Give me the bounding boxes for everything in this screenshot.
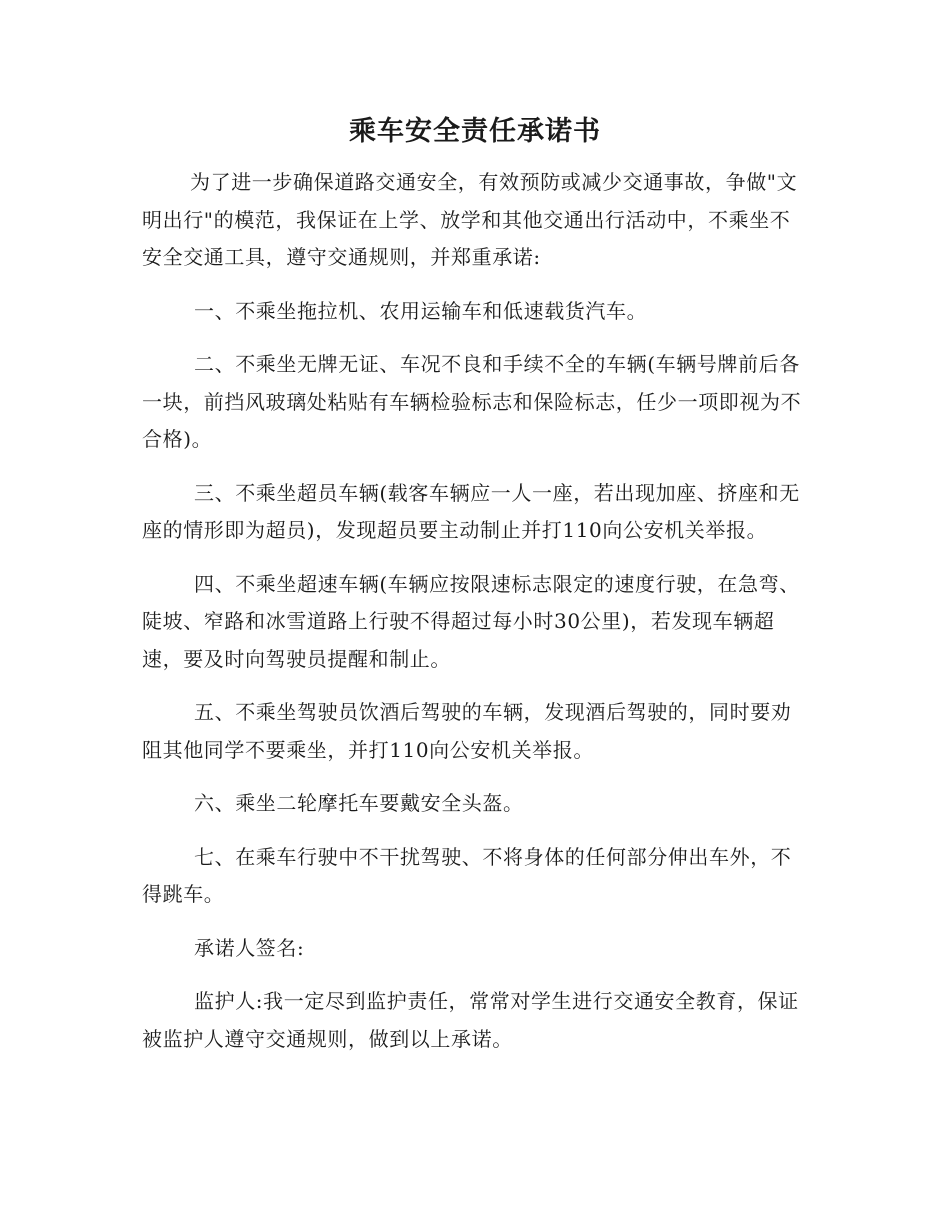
- pledge-item-5: 五、不乘坐驾驶员饮酒后驾驶的车辆，发现酒后驾驶的，同时要劝阻其他同学不要乘坐，并打110向公安机关举报。: [142, 700, 792, 762]
- document-title: 乘车安全责任承诺书: [349, 116, 601, 147]
- document-page: [142, 112, 808, 1058]
- guardian-statement: 监护人:我一定尽到监护责任，常常对学生进行交通安全教育，保证被监护人遵守交通规则，做到以上承诺。: [142, 989, 799, 1051]
- intro-paragraph: 为了进一步确保道路交通安全，有效预防或减少交通事故，争做"文明出行"的模范，我保证在上学、放学和其他交通出行活动中，不乘坐不安全交通工具，遵守交通规则，并郑重承诺:: [142, 170, 798, 269]
- pledge-item-7: 七、在乘车行驶中不干扰驾驶、不将身体的任何部分伸出车外，不得跳车。: [142, 844, 792, 906]
- pledge-item-2: 二、不乘坐无牌无证、车况不良和手续不全的车辆(车辆号牌前后各一块，前挡风玻璃处粘贴有车辆检验标志和保险标志，任少一项即视为不合格)。: [142, 352, 802, 451]
- pledge-item-1: 一、不乘坐拖拉机、农用运输车和低速载货汽车。: [194, 298, 648, 323]
- pledge-item-4: 四、不乘坐超速车辆(车辆应按限速标志限定的速度行驶，在急弯、陡坡、窄路和冰雪道路上行驶不得超过每小时30公里)，若发现车辆超速，要及时向驾驶员提醒和制止。: [142, 571, 800, 671]
- pledge-item-6: 六、乘坐二轮摩托车要戴安全头盔。: [194, 791, 524, 815]
- signature-label: 承诺人签名:: [194, 935, 305, 960]
- pledge-item-3: 三、不乘坐超员车辆(载客车辆应一人一座，若出现加座、挤座和无座的情形即为超员)，发现超员要主动制止并打110向公安机关举报。: [142, 480, 800, 542]
